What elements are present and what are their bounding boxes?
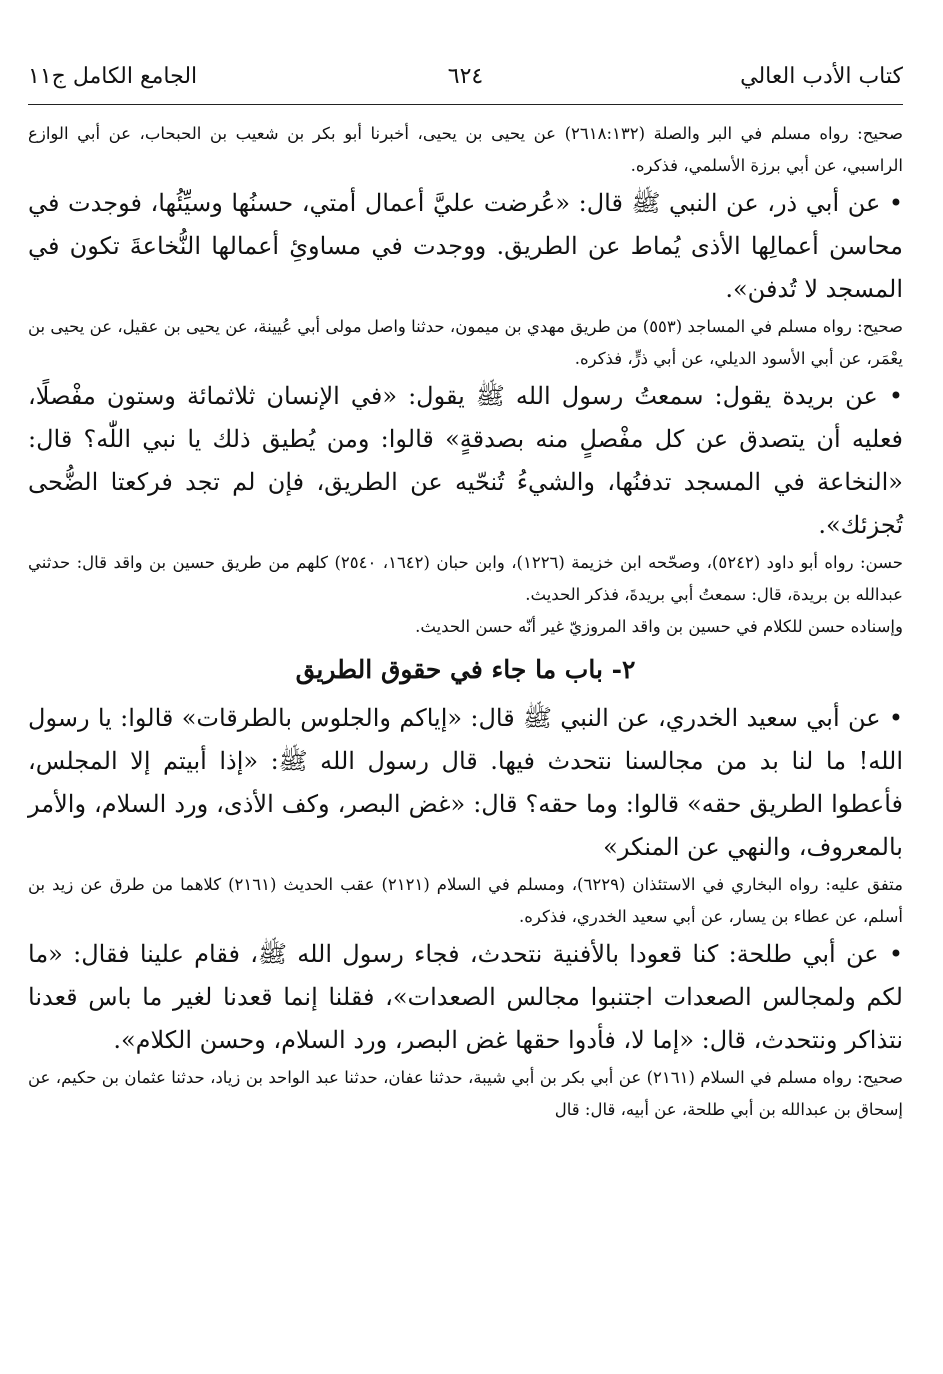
takhrij-note: صحيح: رواه مسلم في البر والصلة (٢٦١٨:١٣٢) عن يحيى بن يحيى، أخبرنا أبو بكر بن شعيب بن الحبحاب، عن أبي الوازع الراسبي، عن أبي برزة الأسلمي، فذكره. <box>28 124 903 175</box>
hadith-paragraph: • عن أبي طلحة: كنا قعودا بالأفنية نتحدث، فجاء رسول الله ﷺ، فقام علينا فقال: «ما لكم ولمجالس الصعدات اجتنبوا مجالس الصعدات»، فقلنا إنما قعدنا لغير ما باس قعدنا نتذاكر ونتحدث، قال: «إما لا، فأدوا حقها غض البصر، ورد السلام، وحسن الكلام». <box>28 940 903 1054</box>
volume-title: الجامع الكامل ج١١ <box>28 64 198 89</box>
takhrij-note: صحيح: رواه مسلم في السلام (٢١٦١) عن أبي بكر بن أبي شيبة، حدثنا عفان، حدثنا عبد الواحد بن زياد، حدثنا عثمان بن حكيم، عن إسحاق بن عبدالله بن أبي طلحة، عن أبيه، قال: قال <box>28 1068 903 1119</box>
takhrij-note: وإسناده حسن للكلام في حسين بن واقد المروزيّ غير أنّه حسن الحديث. <box>415 617 903 636</box>
page-header <box>28 58 903 98</box>
hadith-paragraph: • عن بريدة يقول: سمعتُ رسول الله ﷺ يقول: «في الإنسان ثلاثمائة وستون مفْصلًا، فعليه أن يتصدق عن كل مفْصلٍ منه بصدقةٍ» قالوا: ومن يُطيق ذلك يا نبي اللّٰه؟ قال: «النخاعة في المسجد تدفنُها، والشيءُ تُنحّيه عن الطريق، فإن لم تجد فركعتا الضُّحى تُجزئك». <box>28 382 903 539</box>
chapter-title: ٢- باب ما جاء في حقوق الطريق <box>295 655 636 684</box>
takhrij-note: متفق عليه: رواه البخاري في الاستئذان (٦٢٢٩)، ومسلم في السلام (٢١٢١) عقب الحديث (٢١٦١) كلاهما من طرق عن زيد بن أسلم، عن عطاء بن يسار، عن أبي سعيد الخدري، فذكره. <box>28 875 903 926</box>
page-number: ٦٢٤ <box>447 64 484 89</box>
header-rule <box>28 104 903 105</box>
takhrij-note: صحيح: رواه مسلم في المساجد (٥٥٣) من طريق مهدي بن ميمون، حدثنا واصل مولى أبي عُيينة، عن يحيى بن عقيل، عن يحيى بن يعْمَر، عن أبي الأسود الديلي، عن أبي ذرٍّ، فذكره. <box>28 317 904 368</box>
book-title: كتاب الأدب العالي <box>740 64 903 89</box>
page-body <box>28 118 903 1344</box>
hadith-paragraph: • عن أبي سعيد الخدري، عن النبي ﷺ قال: «إياكم والجلوس بالطرقات» قالوا: يا رسول الله! ما لنا بد من مجالسنا نتحدث فيها. قال رسول الله ﷺ: «إذا أبيتم إلا المجلس، فأعطوا الطريق حقه» قالوا: وما حقه؟ قال: «غض البصر، وكف الأذى، ورد السلام، والأمر بالمعروف، والنهي عن المنكر» <box>28 704 904 861</box>
hadith-paragraph: • عن أبي ذر، عن النبي ﷺ قال: «عُرضت عليَّ أعمال أمتي، حسنُها وسيِّئُها، فوجدت في محاسن أعمالِها الأذى يُماط عن الطريق. ووجدت في مساوئِ أعمالها النُّخاعةَ تكون في المسجد لا تُدفن». <box>28 189 903 303</box>
takhrij-note: حسن: رواه أبو داود (٥٢٤٢)، وصحّحه ابن خزيمة (١٢٢٦)، وابن حبان (١٦٤٢، ٢٥٤٠) كلهم من طريق حسين بن واقد قال: حدثني عبدالله بن بريدة، قال: سمعتُ أبي بريدةَ، فذكر الحديث. <box>28 553 904 604</box>
